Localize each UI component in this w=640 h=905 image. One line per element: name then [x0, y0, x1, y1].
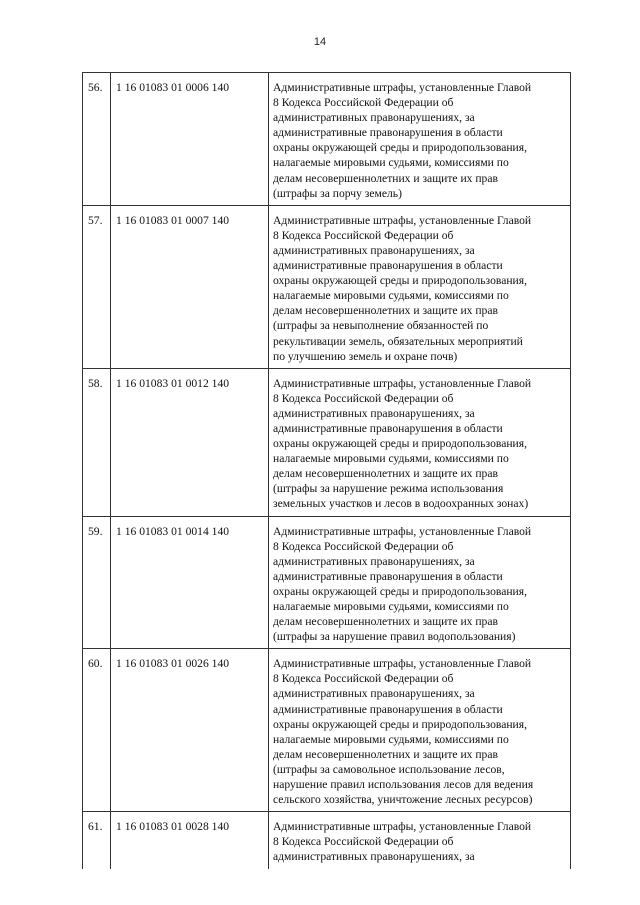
description-line: административные правонарушения в области — [273, 421, 503, 435]
description-cell — [269, 649, 571, 812]
description-line: 8 Кодекса Российской Федерации об — [273, 835, 454, 849]
description-line: делам несовершеннолетних и защите их прав — [273, 304, 498, 318]
budget-code-cell: 1 16 01083 01 0007 140 — [111, 205, 269, 368]
table-row — [83, 516, 571, 649]
description-line: налагаемые мировыми судьями, комиссиями по — [273, 600, 509, 613]
description-line: делам несовершеннолетних и защите их прав — [273, 467, 498, 481]
description-line: административные правонарушения в области — [273, 702, 503, 716]
description-line: 8 Кодекса Российской Федерации об — [273, 228, 454, 242]
budget-codes-table — [82, 72, 571, 869]
description-line: (штрафы за нарушение режима использования — [273, 482, 504, 496]
description-line: (штрафы за нарушение правил водопользования) — [273, 630, 516, 644]
description-line: административных правонарушениях, за — [273, 111, 475, 125]
description-line: 8 Кодекса Российской Федерации об — [273, 672, 454, 686]
description-line: делам несовершеннолетних и защите их прав — [273, 747, 498, 761]
description-line: нарушение правил использования лесов для ведения — [273, 778, 534, 792]
table-row — [83, 649, 571, 812]
description-line: административных правонарушениях, за — [273, 554, 475, 568]
description-line: административных правонарушениях, за — [273, 850, 475, 864]
description-line: 8 Кодекса Российской Федерации об — [273, 96, 454, 110]
description-line: Административные штрафы, установленные Главой — [273, 376, 532, 390]
description-line: административных правонарушениях, за — [273, 406, 475, 420]
description-line: Административные штрафы, установленные Главой — [273, 524, 532, 538]
row-number-cell: 57. — [83, 205, 111, 368]
description-line: 8 Кодекса Российской Федерации об — [273, 539, 454, 553]
description-line: земельных участков и лесов в водоохранных зонах) — [273, 497, 529, 511]
description-line: 8 Кодекса Российской Федерации об — [273, 391, 454, 405]
description-cell — [269, 205, 571, 368]
table-body — [83, 73, 571, 869]
description-line: охраны окружающей среды и природопользования, — [273, 717, 527, 731]
description-line: Административные штрафы, установленные Главой — [273, 81, 532, 94]
table-row — [83, 812, 571, 869]
row-number-cell: 61. — [83, 812, 111, 869]
description-cell — [269, 516, 571, 649]
description-line: административные правонарушения в области — [273, 126, 503, 140]
table-row — [83, 205, 571, 368]
budget-code-cell: 1 16 01083 01 0012 140 — [111, 368, 269, 516]
description-line: налагаемые мировыми судьями, комиссиями по — [273, 732, 509, 746]
row-number-cell: 58. — [83, 368, 111, 516]
table-row — [83, 73, 571, 206]
description-line: административные правонарушения в области — [273, 259, 503, 273]
description-line: охраны окружающей среды и природопользования, — [273, 584, 527, 598]
row-number-cell: 60. — [83, 649, 111, 812]
description-line: по улучшению земель и охране почв) — [273, 349, 458, 363]
description-line: налагаемые мировыми судьями, комиссиями по — [273, 452, 509, 466]
description-line: рекультивации земель, обязательных мероприятий — [273, 334, 523, 348]
table-row — [83, 368, 571, 516]
budget-code-cell: 1 16 01083 01 0014 140 — [111, 516, 269, 649]
description-line: налагаемые мировыми судьями, комиссиями по — [273, 289, 509, 303]
description-line: Административные штрафы, установленные Главой — [273, 657, 532, 671]
description-line: (штрафы за самовольное использование лесов, — [273, 762, 505, 776]
description-line: делам несовершеннолетних и защите их прав — [273, 171, 498, 185]
row-number-cell: 56. — [83, 73, 111, 206]
page-number: 14 — [313, 36, 327, 48]
description-line: охраны окружающей среды и природопользования, — [273, 141, 527, 155]
description-line: (штрафы за невыполнение обязанностей по — [273, 319, 489, 333]
description-cell — [269, 812, 571, 869]
description-line: административных правонарушениях, за — [273, 687, 475, 701]
budget-code-cell: 1 16 01083 01 0028 140 — [111, 812, 269, 869]
description-line: Административные штрафы, установленные Главой — [273, 820, 532, 834]
description-line: налагаемые мировыми судьями, комиссиями по — [273, 156, 509, 170]
description-line: Административные штрафы, установленные Главой — [273, 213, 532, 227]
description-line: административных правонарушениях, за — [273, 243, 475, 257]
description-cell — [269, 73, 571, 206]
description-line: (штрафы за порчу земель) — [273, 186, 402, 200]
description-cell — [269, 368, 571, 516]
description-line: делам несовершеннолетних и защите их прав — [273, 615, 498, 629]
budget-code-cell: 1 16 01083 01 0026 140 — [111, 649, 269, 812]
budget-code-cell: 1 16 01083 01 0006 140 — [111, 73, 269, 206]
row-number-cell: 59. — [83, 516, 111, 649]
description-line: административные правонарушения в области — [273, 569, 503, 583]
description-line: сельского хозяйства, уничтожение лесных ресурсов) — [273, 793, 533, 807]
description-line: охраны окружающей среды и природопользования, — [273, 274, 527, 288]
description-line: охраны окружающей среды и природопользования, — [273, 437, 527, 451]
